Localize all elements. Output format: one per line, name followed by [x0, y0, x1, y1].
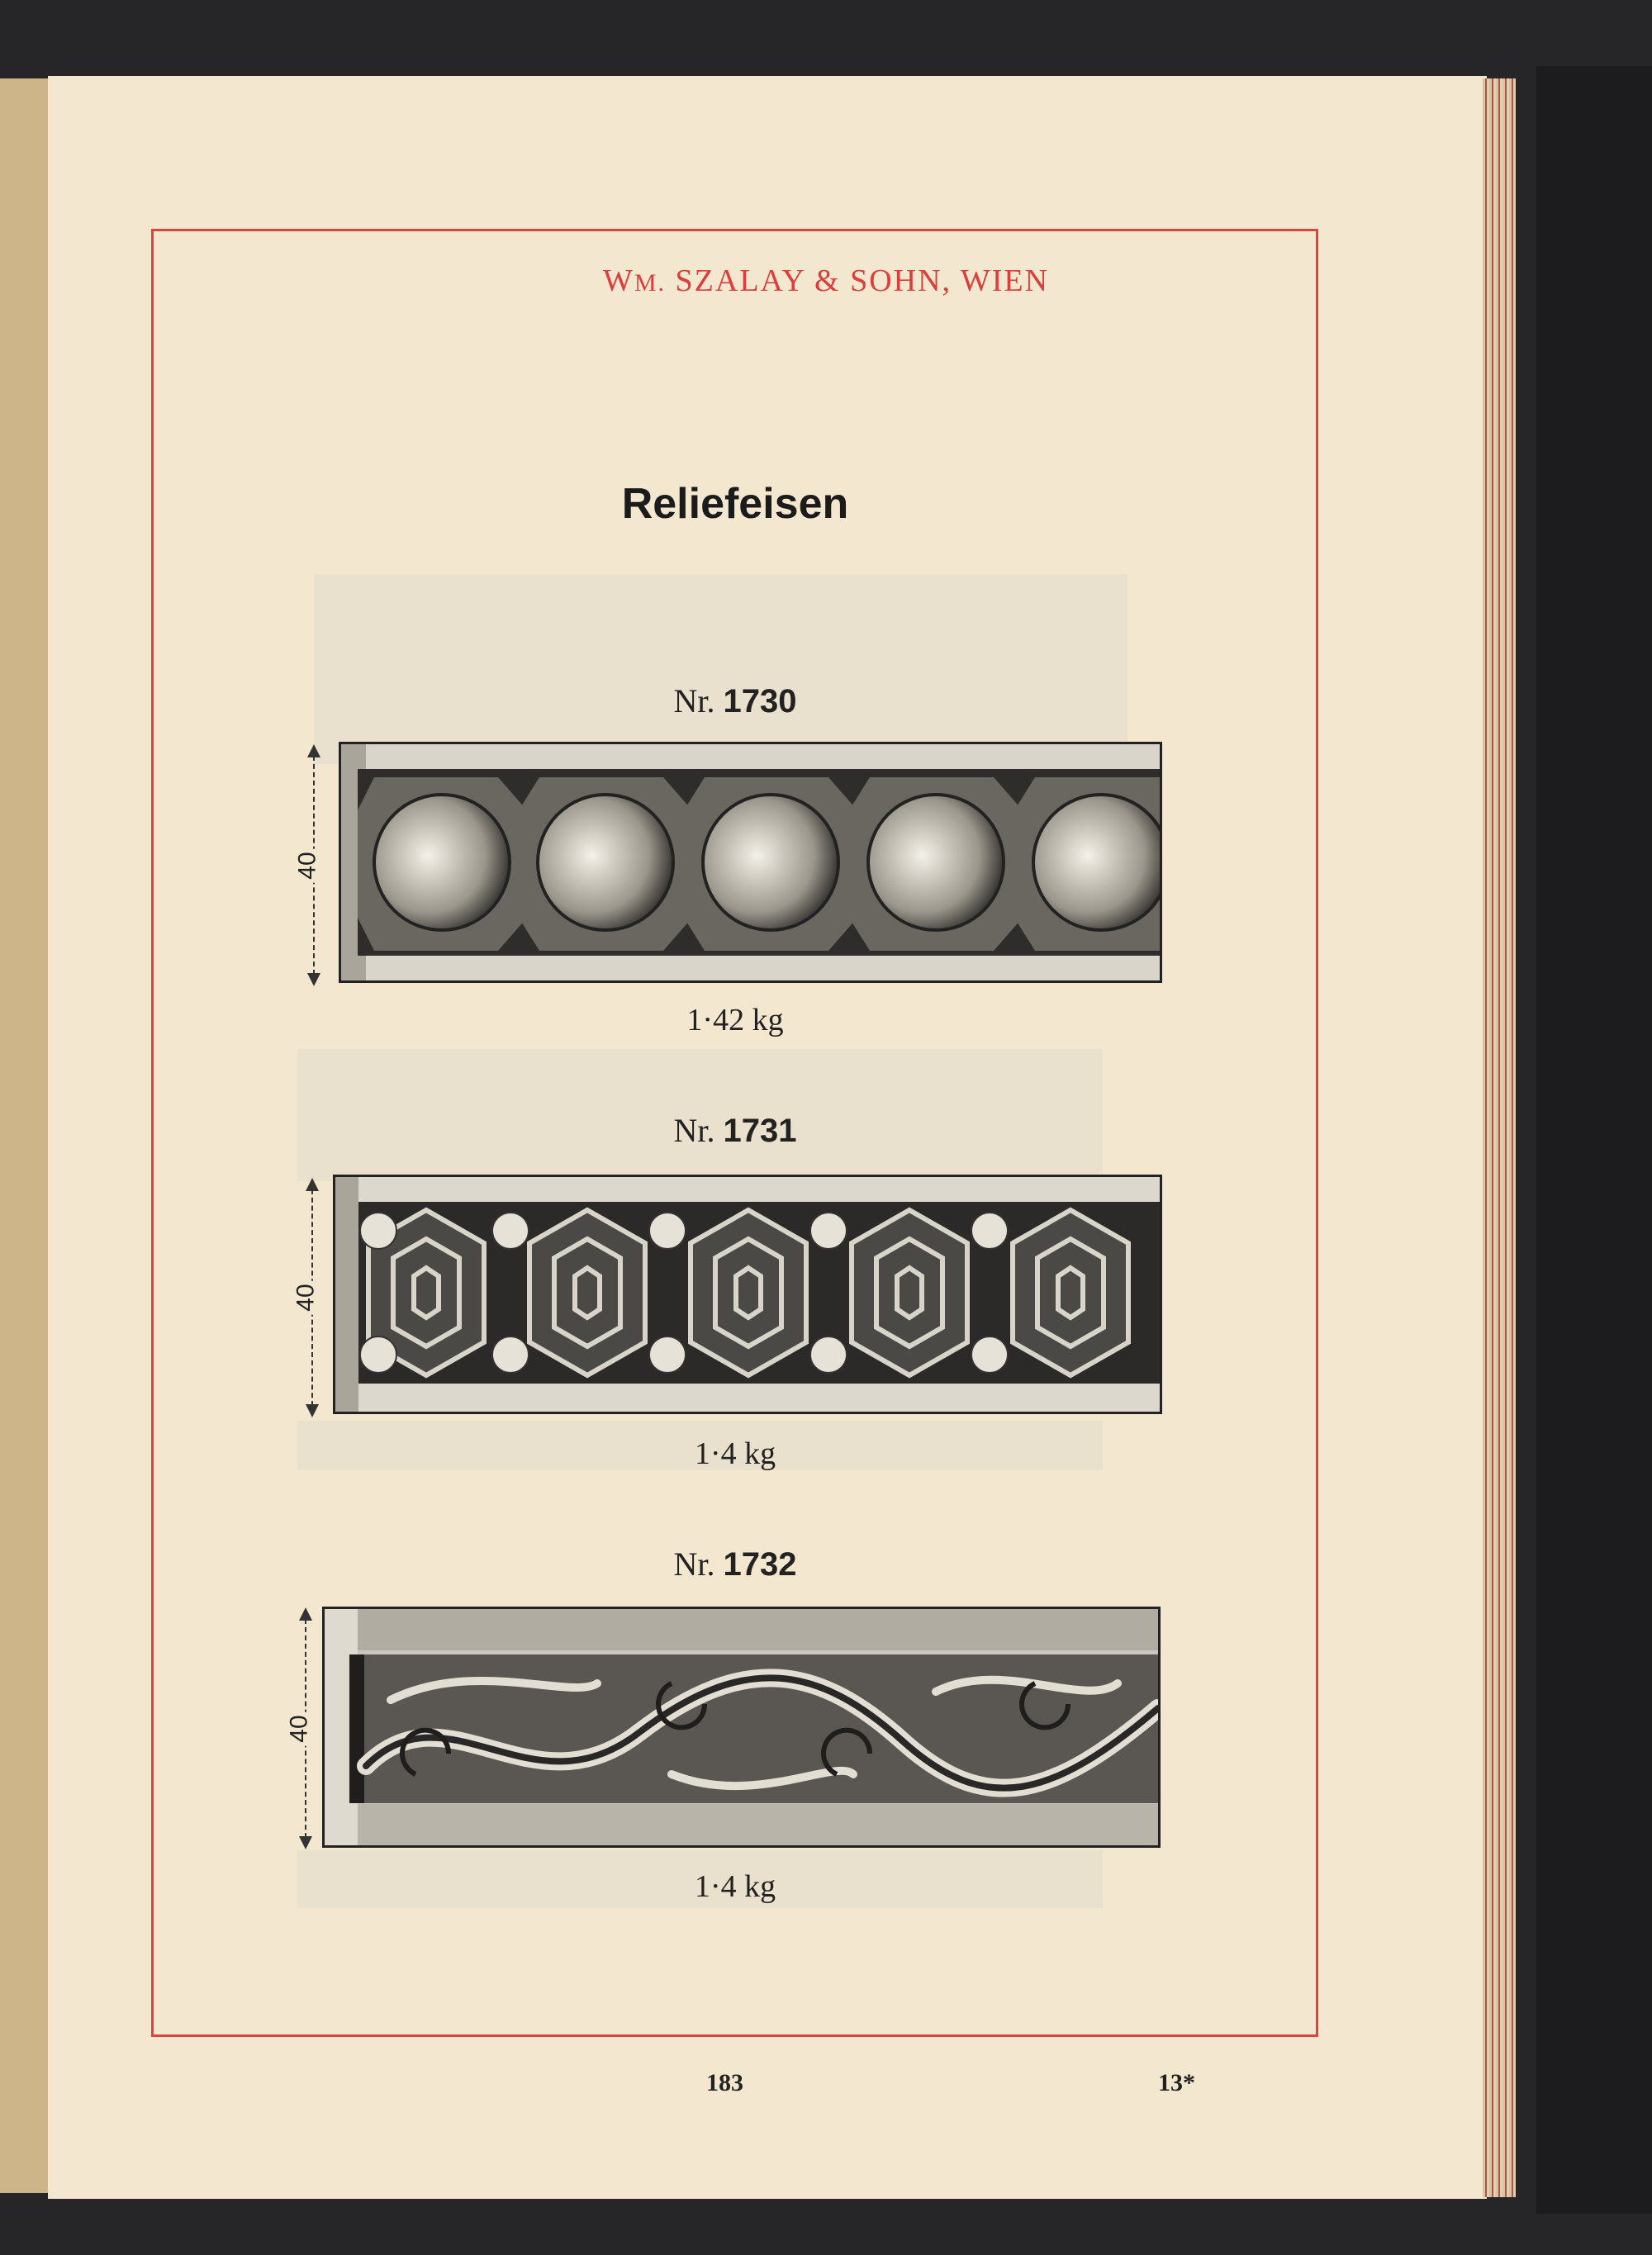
item-weight-1730: 1·42 kg	[686, 1003, 784, 1037]
dimension-marker	[293, 748, 330, 983]
item-number: 1732	[723, 1546, 797, 1583]
page-title: Reliefeisen	[621, 480, 849, 528]
item-number: 1730	[723, 683, 797, 719]
waves-pattern-drawing	[325, 1609, 1158, 1845]
dimension-value: 40	[286, 1711, 314, 1745]
item-label-1730	[0, 681, 1470, 720]
header-small-caps: M.	[634, 269, 667, 297]
item-label-1731	[0, 1111, 1470, 1150]
hexagons-pattern-drawing	[335, 1177, 1160, 1412]
signature-mark: 13*	[1158, 2069, 1195, 2096]
dimension-value: 40	[292, 1280, 320, 1314]
company-header	[0, 263, 1652, 299]
item-weight-1731: 1·4 kg	[694, 1436, 776, 1471]
relief-strip-waves	[322, 1607, 1161, 1848]
relief-strip-hexagons	[333, 1175, 1162, 1414]
relief-strip-circles	[339, 742, 1162, 983]
header-rest: SZALAY & SOHN, WIEN	[666, 263, 1050, 298]
item-weight-1732: 1·4 kg	[694, 1869, 776, 1904]
item-prefix: Nr.	[673, 682, 715, 719]
show-through-shade	[314, 574, 1127, 764]
item-prefix: Nr.	[673, 1112, 715, 1149]
dimension-marker	[292, 1181, 329, 1414]
book-binding	[1536, 66, 1652, 2214]
dimension-marker	[285, 1611, 322, 1846]
item-number: 1731	[723, 1113, 797, 1149]
page-number: 183	[706, 2069, 743, 2096]
item-label-1732	[0, 1545, 1470, 1583]
circles-pattern-drawing	[341, 744, 1160, 980]
dimension-value: 40	[294, 848, 322, 882]
item-prefix: Nr.	[673, 1545, 715, 1583]
page-edges	[1483, 78, 1516, 2197]
header-initial: W	[602, 263, 634, 298]
